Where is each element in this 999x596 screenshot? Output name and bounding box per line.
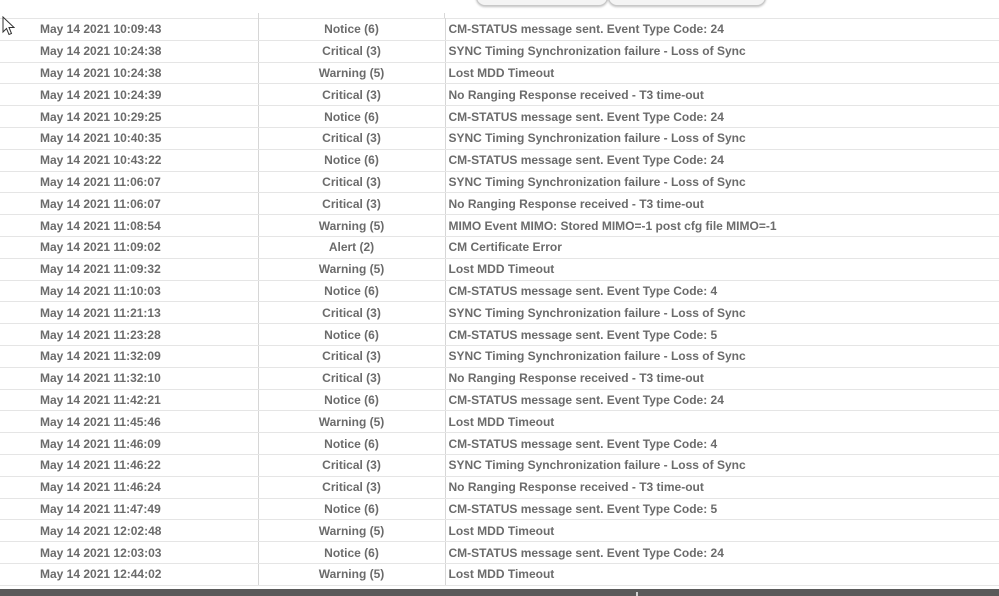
table-row [0,520,999,542]
top-toolbar-strip [0,0,999,18]
toolbar-button-left[interactable] [476,0,608,6]
event-log-table [0,18,999,586]
event-description-cell: Lost MDD Timeout [445,62,999,84]
event-priority-cell: Notice (6) [258,433,445,455]
event-priority-cell: Notice (6) [258,19,445,41]
event-description-cell: Lost MDD Timeout [445,520,999,542]
event-priority-cell: Critical (3) [258,454,445,476]
event-priority-cell: Notice (6) [258,389,445,411]
event-time-cell: May 14 2021 11:06:07 [0,193,258,215]
table-row [0,367,999,389]
event-priority-cell: Critical (3) [258,367,445,389]
event-description-cell: Lost MDD Timeout [445,258,999,280]
event-time-cell: May 14 2021 10:29:25 [0,106,258,128]
event-time-cell: May 14 2021 11:46:24 [0,476,258,498]
event-time-cell: May 14 2021 11:32:09 [0,345,258,367]
event-time-cell: May 14 2021 11:46:22 [0,454,258,476]
event-description-cell: SYNC Timing Synchronization failure - Loss of Sync [445,40,999,62]
event-priority-cell: Critical (3) [258,40,445,62]
event-priority-cell: Critical (3) [258,171,445,193]
event-time-cell: May 14 2021 10:40:35 [0,127,258,149]
event-description-cell: SYNC Timing Synchronization failure - Loss of Sync [445,127,999,149]
event-description-cell: Lost MDD Timeout [445,563,999,585]
event-priority-cell: Warning (5) [258,62,445,84]
event-time-cell: May 14 2021 11:32:10 [0,367,258,389]
event-time-cell: May 14 2021 11:09:02 [0,236,258,258]
event-time-cell: May 14 2021 12:02:48 [0,520,258,542]
event-priority-cell: Notice (6) [258,498,445,520]
table-row [0,127,999,149]
table-row [0,236,999,258]
event-time-cell: May 14 2021 10:24:38 [0,62,258,84]
event-description-cell: CM-STATUS message sent. Event Type Code: 4 [445,433,999,455]
event-priority-cell: Warning (5) [258,563,445,585]
mouse-pointer-icon [2,16,15,36]
event-priority-cell: Warning (5) [258,215,445,237]
event-time-cell: May 14 2021 11:10:03 [0,280,258,302]
event-description-cell: CM-STATUS message sent. Event Type Code: 24 [445,106,999,128]
event-time-cell: May 14 2021 11:46:09 [0,433,258,455]
table-row [0,193,999,215]
event-priority-cell: Warning (5) [258,520,445,542]
event-priority-cell: Alert (2) [258,236,445,258]
event-priority-cell: Notice (6) [258,149,445,171]
event-time-cell: May 14 2021 11:47:49 [0,498,258,520]
table-row [0,454,999,476]
table-row [0,280,999,302]
event-log-body [0,19,999,586]
event-priority-cell: Notice (6) [258,280,445,302]
event-priority-cell: Critical (3) [258,84,445,106]
event-priority-cell: Warning (5) [258,258,445,280]
table-row [0,542,999,564]
event-priority-cell: Warning (5) [258,411,445,433]
table-row [0,149,999,171]
table-row [0,19,999,41]
event-time-cell: May 14 2021 11:42:21 [0,389,258,411]
event-description-cell: No Ranging Response received - T3 time-out [445,84,999,106]
event-description-cell: No Ranging Response received - T3 time-out [445,193,999,215]
event-description-cell: No Ranging Response received - T3 time-out [445,476,999,498]
horizontal-scrollbar[interactable] [0,589,999,596]
table-row [0,498,999,520]
event-time-cell: May 14 2021 10:24:39 [0,84,258,106]
event-time-cell: May 14 2021 10:09:43 [0,19,258,41]
table-row [0,324,999,346]
table-row [0,433,999,455]
event-description-cell: SYNC Timing Synchronization failure - Loss of Sync [445,302,999,324]
event-description-cell: CM-STATUS message sent. Event Type Code: 24 [445,542,999,564]
event-description-cell: SYNC Timing Synchronization failure - Loss of Sync [445,171,999,193]
event-time-cell: May 14 2021 11:09:32 [0,258,258,280]
table-row [0,106,999,128]
event-priority-cell: Critical (3) [258,193,445,215]
event-description-cell: CM-STATUS message sent. Event Type Code: 24 [445,19,999,41]
event-priority-cell: Critical (3) [258,302,445,324]
event-time-cell: May 14 2021 11:08:54 [0,215,258,237]
event-description-cell: Lost MDD Timeout [445,411,999,433]
table-row [0,389,999,411]
event-description-cell: No Ranging Response received - T3 time-out [445,367,999,389]
table-row [0,84,999,106]
event-priority-cell: Critical (3) [258,345,445,367]
event-time-cell: May 14 2021 11:06:07 [0,171,258,193]
table-row [0,563,999,585]
event-time-cell: May 14 2021 10:43:22 [0,149,258,171]
toolbar-button-right[interactable] [608,0,766,6]
event-time-cell: May 14 2021 11:21:13 [0,302,258,324]
table-row [0,40,999,62]
table-row [0,411,999,433]
event-time-cell: May 14 2021 10:24:38 [0,40,258,62]
event-time-cell: May 14 2021 12:03:03 [0,542,258,564]
event-description-cell: MIMO Event MIMO: Stored MIMO=-1 post cfg file MIMO=-1 [445,215,999,237]
event-description-cell: CM-STATUS message sent. Event Type Code: 24 [445,149,999,171]
table-row [0,171,999,193]
event-priority-cell: Critical (3) [258,476,445,498]
event-description-cell: CM-STATUS message sent. Event Type Code: 4 [445,280,999,302]
event-time-cell: May 14 2021 12:44:02 [0,563,258,585]
table-row [0,62,999,84]
event-priority-cell: Notice (6) [258,542,445,564]
event-description-cell: CM-STATUS message sent. Event Type Code: 5 [445,324,999,346]
event-description-cell: CM-STATUS message sent. Event Type Code: 5 [445,498,999,520]
table-row [0,302,999,324]
event-description-cell: SYNC Timing Synchronization failure - Loss of Sync [445,454,999,476]
table-row [0,215,999,237]
event-priority-cell: Notice (6) [258,324,445,346]
table-row [0,258,999,280]
event-time-cell: May 14 2021 11:45:46 [0,411,258,433]
event-description-cell: SYNC Timing Synchronization failure - Loss of Sync [445,345,999,367]
table-row [0,476,999,498]
event-time-cell: May 14 2021 11:23:28 [0,324,258,346]
table-row [0,345,999,367]
event-description-cell: CM Certificate Error [445,236,999,258]
event-priority-cell: Critical (3) [258,127,445,149]
event-priority-cell: Notice (6) [258,106,445,128]
scrollbar-thumb-mark[interactable] [636,592,638,596]
event-description-cell: CM-STATUS message sent. Event Type Code: 24 [445,389,999,411]
